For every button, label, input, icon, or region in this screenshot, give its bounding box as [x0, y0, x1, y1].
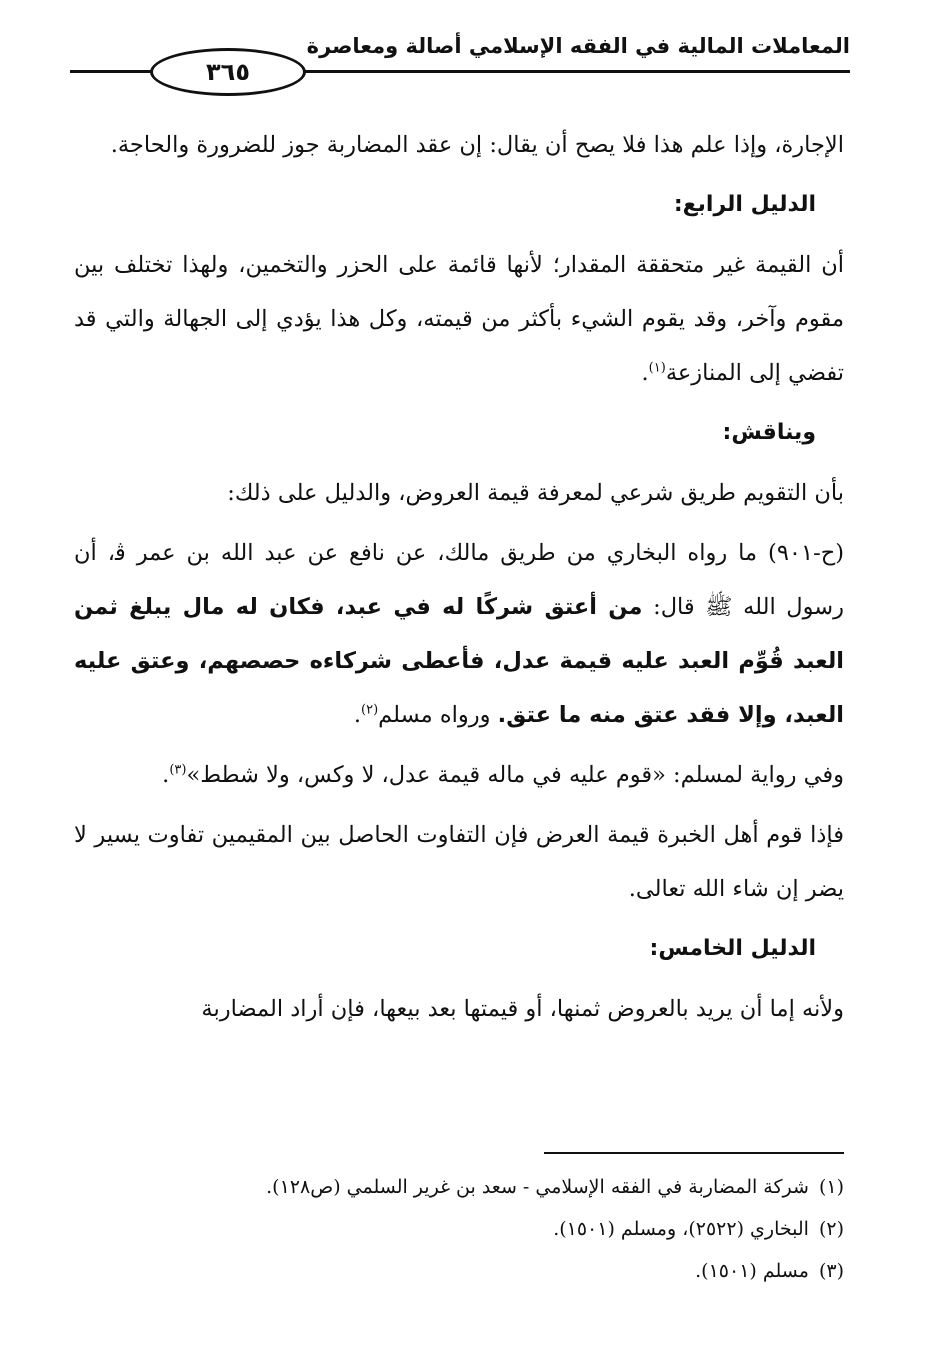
- paragraph-6: فإذا قوم أهل الخبرة قيمة العرض فإن التفاوت الحاصل بين المقيمين تفاوت يسير لا يضر إن شاء الله تعالى.: [74, 822, 844, 902]
- paragraph-4: [74, 526, 844, 742]
- hadith-source: ورواه مسلم: [378, 702, 498, 728]
- footnote-ref-1[interactable]: (١): [648, 360, 666, 376]
- running-title: المعاملات المالية في الفقه الإسلامي أصالة ومعاصرة: [306, 34, 850, 58]
- footnotes: [74, 1166, 844, 1292]
- paragraph-5-end: .: [162, 762, 170, 788]
- footnote-ref-2[interactable]: (٢): [361, 702, 379, 718]
- footnote-number: (٣): [818, 1260, 844, 1282]
- body-text: [74, 118, 844, 1036]
- heading-fifth-evidence: الدليل الخامس:: [649, 936, 816, 961]
- paragraph-2-end: .: [641, 360, 649, 386]
- hadith-intro: (ح-٩٠١) ما رواه البخاري من طريق مالك، عن نافع عن عبد الله بن عمر ﭬ، أن رسول الله ﷺ قال:: [74, 540, 844, 620]
- footnote-text: شركة المضاربة في الفقه الإسلامي - سعد بن غرير السلمي (ص١٢٨).: [266, 1176, 809, 1198]
- footnote-number: (١): [818, 1176, 844, 1198]
- heading-fourth-evidence: الدليل الرابع:: [673, 192, 816, 217]
- page-number: ٣٦٥: [150, 48, 306, 96]
- footnote-1: [74, 1166, 844, 1208]
- page-header: [70, 30, 850, 100]
- footnote-separator: [544, 1152, 844, 1154]
- paragraph-2-text: أن القيمة غير متحققة المقدار؛ لأنها قائمة على الحزر والتخمين، ولهذا تختلف بين مقوم وآخر، وقد يقوم الشيء بأكثر من قيمته، وكل هذا يؤدي إلى الجهالة والتي قد تفضي إلى المنازعة: [74, 252, 844, 386]
- paragraph-3: بأن التقويم طريق شرعي لمعرفة قيمة العروض، والدليل على ذلك:: [227, 480, 844, 506]
- paragraph-5-text: وفي رواية لمسلم: «قوم عليه في ماله قيمة عدل، لا وكس، ولا شطط»: [186, 762, 844, 788]
- paragraph-7: ولأنه إما أن يريد بالعروض ثمنها، أو قيمتها بعد بيعها، فإن أراد المضاربة: [201, 996, 844, 1022]
- paragraph-1: الإجارة، وإذا علم هذا فلا يصح أن يقال: إن عقد المضاربة جوز للضرورة والحاجة.: [110, 132, 844, 158]
- footnote-2: [74, 1208, 844, 1250]
- paragraph-5: [74, 748, 844, 802]
- footnote-text: البخاري (٢٥٢٢)، ومسلم (١٥٠١).: [553, 1218, 809, 1240]
- footnote-text: مسلم (١٥٠١).: [695, 1260, 809, 1282]
- hadith-text: من أعتق شركًا له في عبد، فكان له مال يبلغ ثمن العبد قُوِّم العبد عليه قيمة عدل، فأعطى شركاءه حصصهم، وعتق عليه العبد، وإلا فقد عتق منه ما عتق.: [74, 594, 844, 728]
- heading-discussion: ويناقش:: [722, 420, 816, 445]
- footnote-ref-3[interactable]: (٣): [169, 762, 187, 778]
- footnote-number: (٢): [818, 1218, 844, 1240]
- footnote-3: [74, 1250, 844, 1292]
- paragraph-4-end: .: [353, 702, 362, 728]
- paragraph-2: [74, 238, 844, 400]
